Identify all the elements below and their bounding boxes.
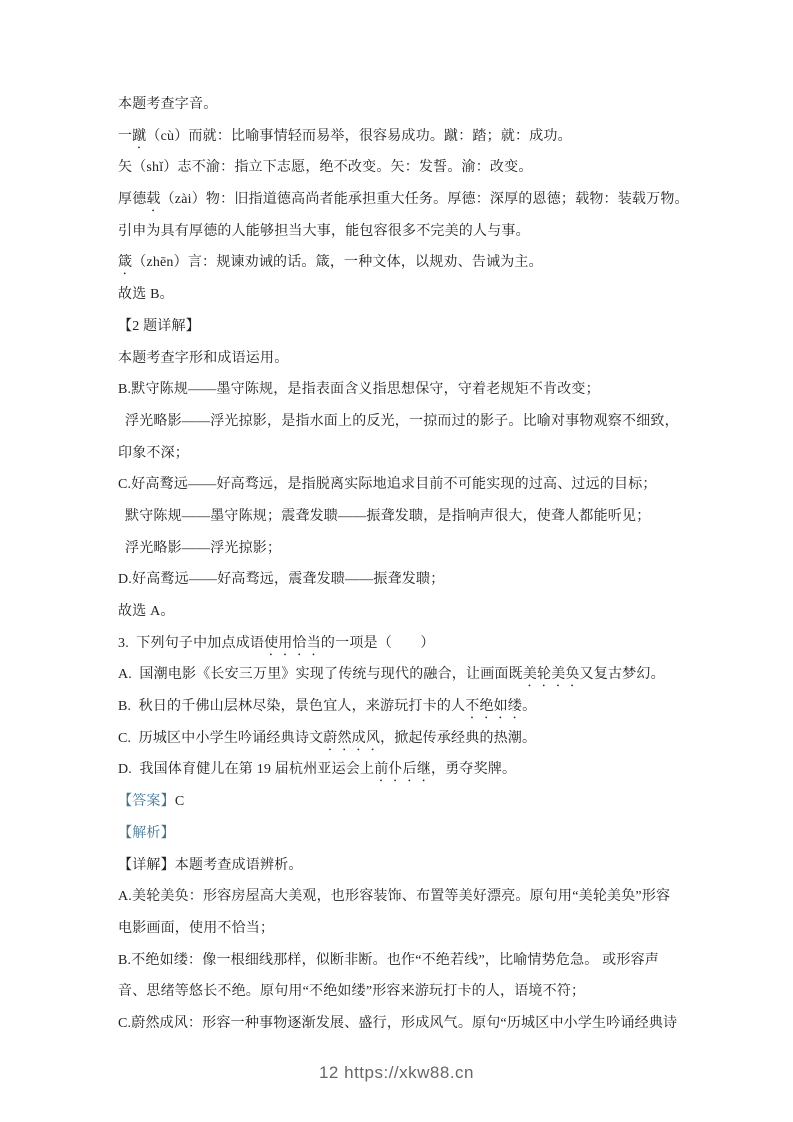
text-run: 默守陈规——墨守陈规；震聋发聩——振聋发聩，是指响声很大，使聋人都能听见； — [125, 508, 651, 524]
text-run: C.蔚然成风：形容一种事物逐渐发展、盛行，形成风气。原句“历城区中小学生吟诵经典诗 — [118, 1015, 678, 1031]
text-line — [118, 976, 678, 1008]
page-number: 12 — [318, 1063, 339, 1082]
text-run: 音、思绪等悠长不绝。原句用“不绝如缕”形容来游玩打卡的人，语境不符； — [118, 984, 586, 1000]
text-run: A. 国潮电影《长安三万里》实现了传统与现代的融合，让画面既 — [118, 667, 523, 683]
text-line — [118, 501, 678, 533]
page-footer — [0, 1058, 793, 1088]
text-run: 一 — [118, 128, 133, 144]
text-line — [118, 216, 678, 248]
text-line — [118, 247, 678, 279]
text-run: 矢（shǐ）志不渝：指立下志愿，绝不改变。矢：发誓。渝：改变。 — [118, 160, 533, 176]
text-run: 3. 下列句子中加点成语 — [118, 635, 265, 651]
text-line — [118, 596, 678, 628]
text-line — [118, 121, 678, 153]
text-line — [118, 406, 678, 438]
text-run: ，勇夺奖牌。 — [431, 762, 517, 778]
text-run: A.美轮美奂：形容房屋高大美观，也形容装饰、布置等美好漂亮。原句用“美轮美奂”形容 — [118, 889, 671, 905]
text-line — [118, 850, 678, 882]
bracket-label-blue: 【答案】 — [118, 794, 175, 810]
emphasis-dotted-term: 不绝如缕 — [465, 699, 523, 715]
text-line — [118, 945, 678, 977]
text-line — [118, 1008, 678, 1040]
text-line — [118, 533, 678, 565]
text-line — [118, 723, 678, 755]
emphasis-dotted-term: 前仆后继 — [374, 762, 432, 778]
text-run: 又复古梦幻。 — [579, 667, 665, 683]
text-line — [118, 152, 678, 184]
text-run: （zhēn）言：规谏劝诫的话。箴，一种文体，以规劝、告诫为主。 — [132, 255, 543, 271]
text-line — [118, 374, 678, 406]
text-run: B.不绝如缕：像一根细线那样，似断非断。也作“不绝若线”，比喻情势危急。 或形容声 — [118, 952, 659, 968]
text-run: 【2 题详解】 — [118, 318, 200, 334]
text-run: 浮光略影——浮光掠影，是指水面上的反光，一掠而过的影子。比喻对事物观察不细致， — [125, 413, 679, 429]
text-run: 电影画面，使用不恰当； — [118, 920, 275, 936]
text-line — [118, 786, 678, 818]
text-run: 浮光略影——浮光掠影； — [125, 540, 282, 556]
text-line — [118, 469, 678, 501]
text-line — [118, 881, 678, 913]
text-run: 引申为具有厚德的人能够担当大事，能包容很多不完美的人与事。 — [118, 223, 530, 239]
text-line — [118, 913, 678, 945]
text-line — [118, 564, 678, 596]
emphasis-dotted-term: 蔚然成风 — [323, 730, 381, 746]
text-run: D.好高鹜远——好高骛远，震聋发聩——振聋发聩； — [118, 572, 445, 588]
emphasis-dotted-term: 蹴 — [132, 128, 147, 144]
text-run: C.好高鹜远——好高骛远，是指脱离实际地追求目前不可能实现的过高、过远的目标； — [118, 477, 657, 493]
text-run: C. 历城区中小学生吟诵经典诗文 — [118, 730, 324, 746]
text-line — [118, 628, 678, 660]
text-run: 。 — [522, 699, 537, 715]
text-line — [118, 184, 689, 216]
emphasis-dotted-term: 箴 — [118, 255, 133, 271]
text-run: （cù）而就：比喻事情轻而易举，很容易成功。蹴：踏；就：成功。 — [146, 128, 572, 144]
text-line — [118, 691, 678, 723]
text-line — [118, 343, 678, 375]
text-line — [118, 818, 678, 850]
emphasis-dotted-term: 使用恰当 — [264, 635, 321, 651]
text-run: ，掀起传承经典的热潮。 — [380, 730, 537, 746]
text-run: 厚德 — [118, 192, 147, 208]
emphasis-dotted-term: 美轮美奂 — [522, 667, 580, 683]
text-line — [118, 279, 678, 311]
text-run: 印象不深； — [118, 445, 189, 461]
footer-url: https://xkw88.cn — [344, 1063, 475, 1082]
text-run: D. 我国体育健儿在第 19 届杭州亚运会上 — [118, 762, 375, 778]
text-line — [118, 311, 678, 343]
text-run: 故选 A。 — [118, 604, 175, 619]
text-run: （zài）物：旧指道德高尚者能承担重大任务。厚德：深厚的恩德；载物：装载万物。 — [160, 192, 689, 208]
text-run: 的一项是（ ） — [320, 635, 435, 651]
text-line — [118, 659, 678, 691]
document-body — [118, 89, 689, 1040]
text-line — [118, 438, 678, 470]
text-run: 本题考查字音。 — [118, 97, 218, 112]
text-run: C — [174, 794, 185, 810]
text-line — [118, 89, 678, 121]
text-line — [118, 754, 678, 786]
text-run: 【详解】本题考查成语辨析。 — [118, 857, 303, 873]
text-run: 故选 B。 — [118, 287, 174, 303]
bracket-label-blue: 【解析】 — [118, 825, 175, 841]
text-run: 本题考查字形和成语运用。 — [118, 350, 289, 366]
emphasis-dotted-term: 载 — [146, 192, 161, 208]
text-run: B. 秋日的千佛山层林尽染，景色宜人，来游玩打卡的人 — [118, 699, 466, 715]
text-run: B.默守陈规——墨守陈规，是指表面含义指思想保守，守着老规矩不肯改变； — [118, 382, 600, 398]
